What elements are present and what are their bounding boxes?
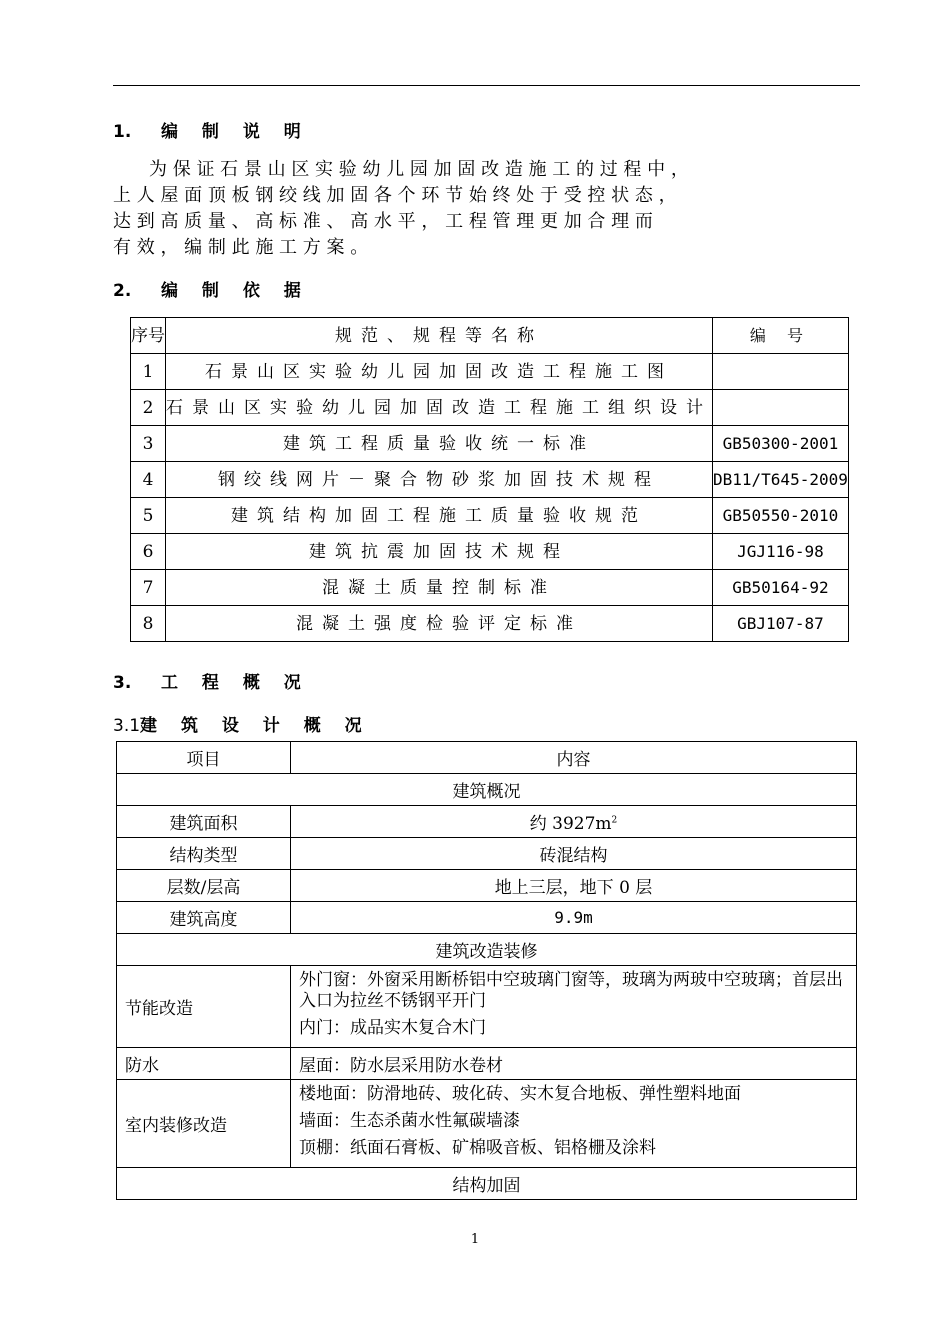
paragraph-line: 为 保 证 石 景 山 区 实 验 幼 儿 园 加 固 改 造 施 工 的 过 程 中 ， — [113, 159, 689, 180]
header-name: 规范、规程等名称 — [166, 318, 713, 354]
table-row — [117, 966, 857, 1048]
cell-name: 混凝土质量控制标准 — [166, 570, 713, 606]
interior-line: 墙面：生态杀菌水性氟碳墙漆 — [299, 1111, 520, 1131]
label-floors: 层数/层高 — [117, 870, 291, 902]
cell-name: 建筑工程质量验收统一标准 — [166, 426, 713, 462]
paragraph-line: 有 效 ， 编 制 此 施 工 方 案 。 — [113, 237, 369, 258]
cell-seq: 1 — [131, 354, 166, 390]
section-3-1-title: 建 筑 设 计 概 况 — [140, 716, 371, 736]
value-floors: 地上三层，地下 0 层 — [291, 870, 857, 902]
table-header-row — [117, 742, 857, 774]
table-row — [131, 462, 849, 498]
energy-line: 外门窗：外窗采用断桥铝中空玻璃门窗等，玻璃为两玻中空玻璃；首层出入口为拉丝不锈钢平开门 — [299, 970, 843, 1011]
standards-table — [130, 317, 849, 642]
group-row — [117, 1168, 857, 1200]
header-content: 内容 — [291, 742, 857, 774]
table-row — [117, 838, 857, 870]
cell-name: 石景山区实验幼儿园加固改造工程施工图 — [166, 354, 713, 390]
paragraph-line: 达 到 高 质 量 、 高 标 准 、 高 水 平 ， 工 程 管 理 更 加 合 理 而 — [113, 211, 653, 232]
section-1-title: 编 制 说 明 — [161, 122, 310, 142]
table-header-row — [131, 318, 849, 354]
cell-name: 石景山区实验幼儿园加固改造工程施工组织设计 — [166, 390, 713, 426]
table-row — [117, 870, 857, 902]
table-row — [131, 570, 849, 606]
table-row — [131, 426, 849, 462]
section-1-heading — [113, 117, 310, 142]
cell-seq: 3 — [131, 426, 166, 462]
cell-name: 钢绞线网片－聚合物砂浆加固技术规程 — [166, 462, 713, 498]
cell-seq: 7 — [131, 570, 166, 606]
paragraph-line: 上 人 屋 面 顶 板 钢 绞 线 加 固 各 个 环 节 始 终 处 于 受 控 状 态 ， — [113, 185, 677, 206]
section-3-title: 工 程 概 况 — [161, 673, 310, 693]
energy-line: 内门：成品实木复合木门 — [299, 1018, 486, 1038]
cell-name: 混凝土强度检验评定标准 — [166, 606, 713, 642]
table-row — [117, 902, 857, 934]
value-height: 9.9m — [291, 902, 857, 934]
cell-name: 建筑抗震加固技术规程 — [166, 534, 713, 570]
value-energy — [291, 966, 857, 1048]
interior-line: 楼地面：防滑地砖、玻化砖、实木复合地板、弹性塑料地面 — [299, 1084, 741, 1104]
table-row — [117, 1080, 857, 1168]
cell-seq: 8 — [131, 606, 166, 642]
cell-seq: 4 — [131, 462, 166, 498]
group-structural-reinforcement: 结构加固 — [117, 1168, 857, 1200]
table-row — [131, 390, 849, 426]
cell-code: GBJ107-87 — [713, 606, 849, 642]
label-energy: 节能改造 — [117, 966, 291, 1048]
cell-seq: 6 — [131, 534, 166, 570]
section-3-number: 3. — [113, 673, 132, 693]
section-2-title: 编 制 依 据 — [161, 281, 310, 301]
cell-code — [713, 354, 849, 390]
group-renovation: 建筑改造装修 — [117, 934, 857, 966]
label-area: 建筑面积 — [117, 806, 291, 838]
interior-line: 顶棚：纸面石膏板、矿棉吸音板、铝格栅及涂料 — [299, 1138, 656, 1158]
cell-code: GB50300-2001 — [713, 426, 849, 462]
cell-code: DB11/T645-2009 — [713, 462, 849, 498]
section-3-heading — [113, 668, 310, 693]
cell-code: GB50164-92 — [713, 570, 849, 606]
label-height: 建筑高度 — [117, 902, 291, 934]
value-interior — [291, 1080, 857, 1168]
section-1-paragraph — [113, 157, 871, 261]
header-item: 项目 — [117, 742, 291, 774]
label-interior: 室内装修改造 — [117, 1080, 291, 1168]
group-row — [117, 774, 857, 806]
cell-name: 建筑结构加固工程施工质量验收规范 — [166, 498, 713, 534]
cell-code: JGJ116-98 — [713, 534, 849, 570]
table-row — [131, 534, 849, 570]
cell-code — [713, 390, 849, 426]
page-number: 1 — [470, 1232, 480, 1247]
table-row — [131, 606, 849, 642]
table-row — [117, 1048, 857, 1080]
section-3-1-heading — [113, 711, 371, 736]
value-structure: 砖混结构 — [291, 838, 857, 870]
table-row — [117, 806, 857, 838]
group-row — [117, 934, 857, 966]
section-2-number: 2. — [113, 281, 132, 301]
table-row — [131, 354, 849, 390]
header-code: 编 号 — [713, 318, 849, 354]
header-seq: 序号 — [131, 318, 166, 354]
cell-seq: 2 — [131, 390, 166, 426]
label-structure: 结构类型 — [117, 838, 291, 870]
design-overview-table — [116, 741, 857, 1200]
section-3-1-number: 3.1 — [113, 716, 141, 736]
value-waterproof: 屋面：防水层采用防水卷材 — [291, 1048, 857, 1080]
header-rule — [113, 85, 860, 86]
table-row — [131, 498, 849, 534]
section-1-number: 1. — [113, 122, 132, 142]
label-waterproof: 防水 — [117, 1048, 291, 1080]
cell-seq: 5 — [131, 498, 166, 534]
section-2-heading — [113, 276, 310, 301]
cell-code: GB50550-2010 — [713, 498, 849, 534]
group-building-overview: 建筑概况 — [117, 774, 857, 806]
value-area: 约 $3927m^2$ — [291, 806, 857, 838]
